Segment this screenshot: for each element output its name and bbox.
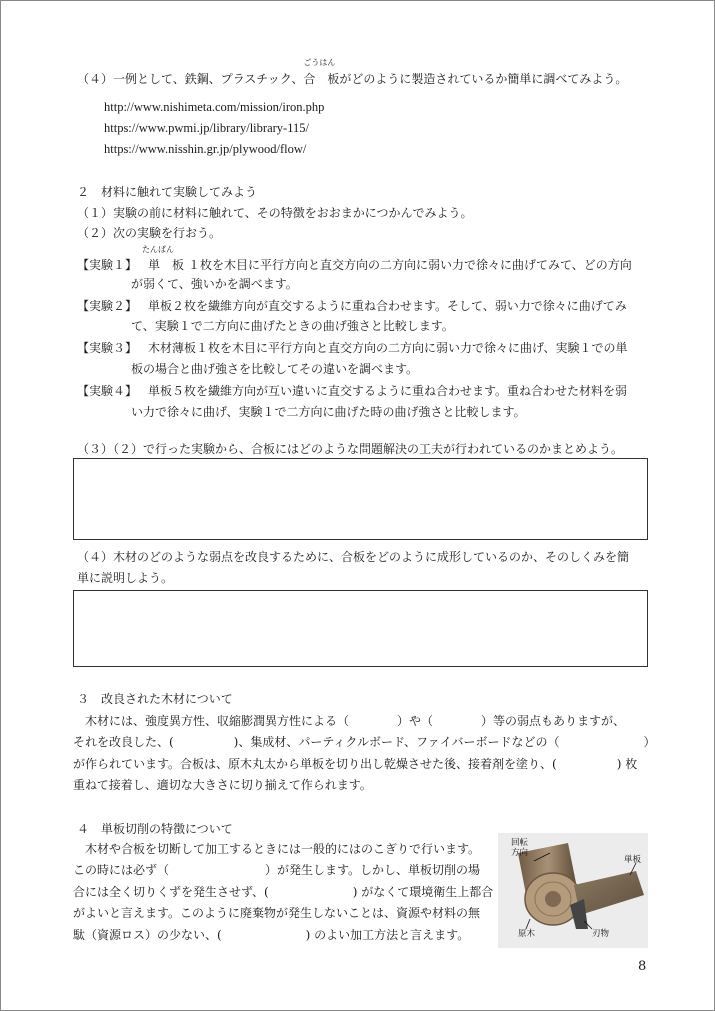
section3-line3: が作られています。合板は、原木丸太から単板を切り出し乾燥させた後、接着剤を塗り、( ) 枚 <box>73 757 638 771</box>
exp2-line1: 単板２枚を繊維方向が直交するように重ね合わせます。そして、弱い力で徐々に曲げてみ <box>148 299 627 313</box>
section2-q4-line2: 単に説明しよう。 <box>77 571 174 585</box>
exp4-tag: 【実験４】 <box>77 384 138 398</box>
exp1-tag: 【実験１】 <box>77 258 138 272</box>
label-rotation-2: 方向 <box>511 848 529 858</box>
url-1[interactable]: http://www.nishimeta.com/mission/iron.php <box>104 100 325 114</box>
q4-prev-question <box>77 58 628 87</box>
exp1-ruby: たんぱん <box>142 245 174 254</box>
section4-heading: ４ 単板切削の特徴について <box>77 822 233 836</box>
section2-q1: （１）実験の前に材料に触れて、その特徴をおおまかにつかんでみよう。 <box>77 206 473 220</box>
exp1-line2: が弱くて、強いかを調べます。 <box>131 277 298 291</box>
exp3-line1: 木材薄板１枚を木目に平行方向と直交方向の二方向に弱い力で徐々に曲げ、実験１での単 <box>148 341 628 355</box>
section4-line3: 合には全く切りくずを発生させず、( ) がなくて環境衛生上都合 <box>73 885 494 899</box>
label-blade: 刃物 <box>592 929 610 939</box>
exp2-tag: 【実験２】 <box>77 299 138 313</box>
q4-prev-post: がどのように製造されているか簡単に調べてみよう。 <box>339 72 628 86</box>
section4-line5: 駄（資源ロス）の少ない、( ) のよい加工方法と言えます。 <box>73 928 470 942</box>
section3-line4: 重ねて接着し、適切な大きさに切り揃えて作られます。 <box>73 778 372 792</box>
label-veneer: 単板 <box>624 855 642 865</box>
section2-q3: （３）（２）で行った実験から、合板にはどのような問題解決の工夫が行われているのかまとめよう。 <box>77 442 624 456</box>
section2-q4-line1: （４）木材のどのような弱点を改良するために、合板をどのように成形しているのか、そのしくみを簡 <box>77 550 630 564</box>
page-number: 8 <box>638 959 647 974</box>
url-2[interactable]: https://www.pwmi.jp/library/library-115/ <box>104 121 309 135</box>
section3-heading: ３ 改良された木材について <box>77 692 233 706</box>
section3-line2: それを改良した、( )、集成材、パーティクルボード、ファイバーボードなどの（ ） <box>73 735 656 749</box>
section4-line2: この時には必ず（ ）が発生します。しかし、単板切削の場 <box>73 863 481 877</box>
q4-prev-word: 合 板 <box>303 72 340 86</box>
q4-prev-word-wrap <box>303 58 340 87</box>
section2-q2: （２）次の実験を行おう。 <box>77 226 222 240</box>
exp2-line2: て、実験１で二方向に曲げたときの曲げ強さと比較します。 <box>131 319 454 333</box>
label-rotation-1: 回転 <box>511 838 529 848</box>
url-3[interactable]: https://www.nisshin.gr.jp/plywood/flow/ <box>104 142 307 156</box>
section3-line1: 木材には、強度異方性、収縮膨潤異方性による（ ）や（ ）等の弱点もありますが、 <box>85 714 626 728</box>
q4-prev-ruby: ごうはん <box>303 58 336 67</box>
answer-box-q3[interactable] <box>73 458 648 540</box>
veneer-peeling-photo <box>498 833 648 948</box>
exp3-tag: 【実験３】 <box>77 341 138 355</box>
exp4-line1: 単板５枚を繊維方向が互い違いに直交するように重ね合わせます。重ね合わせた材料を弱 <box>148 384 628 398</box>
answer-box-q4[interactable] <box>73 590 648 667</box>
log-core <box>545 891 561 907</box>
section4-line1: 木材や合板を切断して加工するときには一般的にはのこぎりで行います。 <box>85 842 481 856</box>
exp1-line1: １枚を木目に平行方向と直交方向の二方向に弱い力で徐々に曲げてみて、どの方向 <box>188 258 632 272</box>
exp1-word-wrap <box>142 245 185 273</box>
exp1-word: 単 板 <box>148 258 185 272</box>
label-log: 原木 <box>518 929 536 939</box>
exp4-line2: い力で徐々に曲げ、実験１で二方向に曲げた時の曲げ強さと比較します。 <box>131 405 526 419</box>
section4-line4: がよいと言えます。このように廃棄物が発生しないことは、資源や材料の無 <box>73 906 481 920</box>
q4-prev-pre: （４）一例として、鉄鋼、プラスチック、 <box>77 72 304 86</box>
section2-heading: ２ 材料に触れて実験してみよう <box>77 185 258 199</box>
exp3-line2: 板の場合と曲げ強さを比較してその違いを調べます。 <box>131 362 419 376</box>
